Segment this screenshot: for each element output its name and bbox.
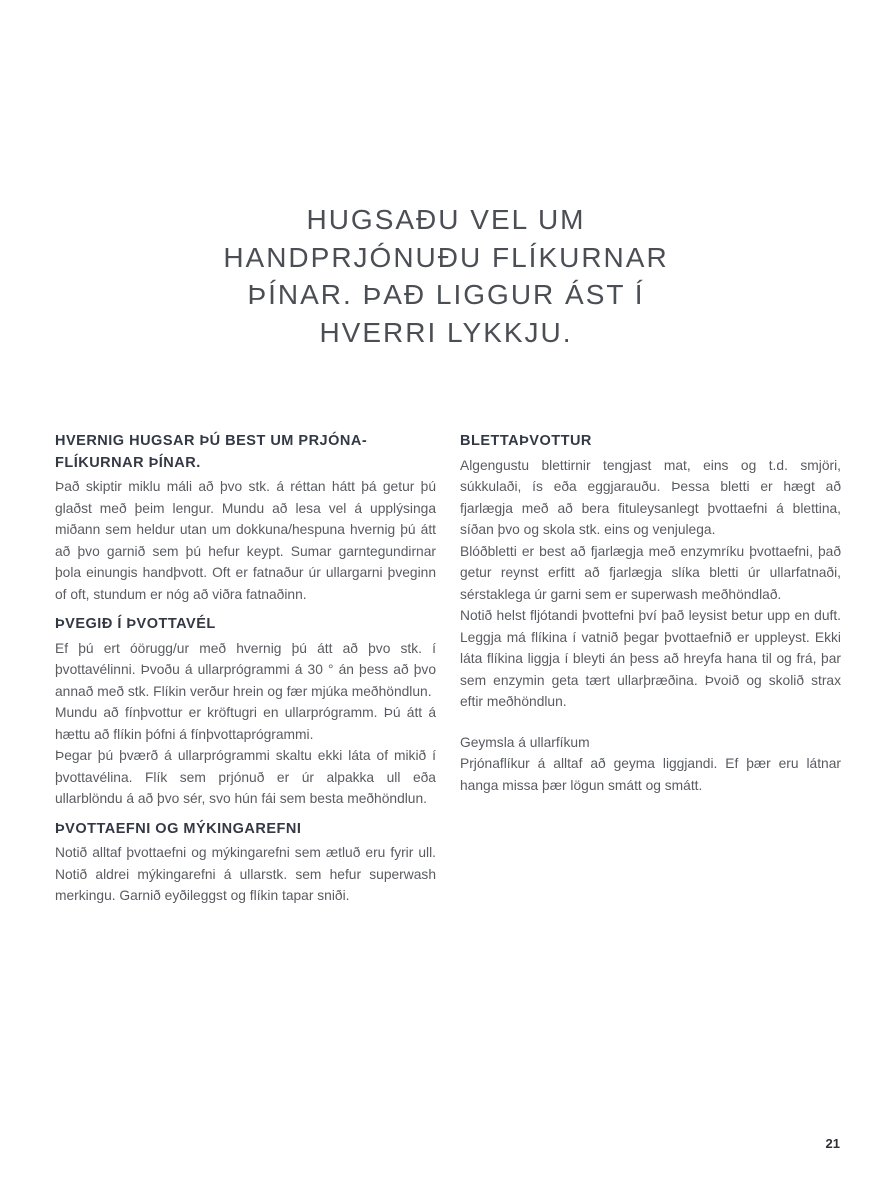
section-heading xyxy=(55,614,436,636)
section-heading-line: BLETTAÞVOTTUR xyxy=(460,433,592,449)
page-title-line: HUGSAÐU VEL UM xyxy=(306,204,586,235)
paragraph: Mundu að fínþvottur er kröftugri en ullarprógramm. Þú átt á hættu að flíkin þófni á fínþvottaprógrammi. xyxy=(55,705,436,742)
section-heading-line: HVERNIG HUGSAR ÞÚ BEST UM PRJÓNA- xyxy=(55,433,368,449)
page-title-line: HVERRI LYKKJU. xyxy=(319,316,573,348)
section-machine-wash xyxy=(55,614,436,810)
section-heading-line: ÞVOTTAEFNI OG MÝKINGAREFNI xyxy=(55,820,302,837)
page-title-line: ÞÍNAR. ÞAÐ LIGGUR ÁST Í xyxy=(247,279,645,310)
section-detergent xyxy=(55,819,436,907)
section-heading-line: ÞVEGIÐ Í ÞVOTTAVÉL xyxy=(55,616,216,632)
section-heading xyxy=(55,431,436,474)
paragraph: Það skiptir miklu máli að þvo stk. á réttan hátt þá getur þú glaðst með þeim lengur. Mundu að lesa vel á upplýsinga miðann sem heldur utan um dokkuna/hespuna hvernig þú átt að þvo garnið sem þú hefur keypt. Sumar garntegundirnar þola einungis handþvott. Oft er fatnaður úr ullargarni þveginn of oft, stundum er nóg að viðra fatnaðinn. xyxy=(55,479,436,602)
section-heading-line: FLÍKURNAR ÞÍNAR. xyxy=(55,454,201,471)
paragraph: Notið alltaf þvottaefni og mýkingarefni sem ætluð eru fyrir ull. Notið aldrei mýkingarefni á ullarstk. sem hefur superwash merkingu. Garnið eyðileggst og flíkin tapar sniði. xyxy=(55,845,436,903)
section-stain-wash xyxy=(460,431,841,713)
paragraph: Ef þú ert óörugg/ur með hvernig þú átt að þvo stk. í þvottavélinni. Þvoðu á ullarprógrammi á 30 ° án þess að þvo annað með stk. Flíkin verður hrein og fær mjúka meðhöndlun. xyxy=(55,640,436,699)
section-storage xyxy=(460,732,841,797)
column-left xyxy=(55,431,436,916)
paragraph: Þegar þú þværð á ullarprógrammi skaltu ekki láta of mikið í þvottavélina. Flík sem prjónuð er úr alpakka ull eða ullarblöndu á að þvo sér, svo hún fái sem besta meðhöndlun. xyxy=(55,748,436,806)
section-heading xyxy=(460,431,841,453)
two-column-content xyxy=(55,431,841,916)
page-title-line: HANDPRJÓNUÐU FLÍKURNAR xyxy=(223,241,669,273)
section-heading xyxy=(55,819,436,841)
column-right xyxy=(460,431,841,916)
section-care-basics xyxy=(55,431,436,605)
paragraph: Blóðbletti er best að fjarlægja með enzymríku þvottaefni, það getur reynst erfitt að fjarlægja slíka bletti úr ullarfatnaði, sérstaklega úr garni sem er superwash meðhöndlað. xyxy=(460,543,841,602)
paragraph: Algengustu blettirnir tengjast mat, eins og t.d. smjöri, súkkulaði, ís eða eggjarauðu. Þessa bletti er hægt að fjarlægja með að bera fituleysanlegt þvottaefni á blettina, síðan þvo og skola stk. eins og venjulega. xyxy=(460,457,841,537)
subsection-title: Geymsla á ullarfíkum xyxy=(460,734,590,750)
paragraph: Prjónaflíkur á alltaf að geyma liggjandi. Ef þær eru látnar hanga missa þær lögun smátt og smátt. xyxy=(460,756,841,793)
paragraph: Notið helst fljótandi þvottefni því það leysist betur upp en duft. Leggja má flíkina í vatnið þegar þvottaefnið er uppleyst. Ekki láta flíkina liggja í bleyti án þess að hreyfa hana til og frá, þar sem enzymin geta tært ullarþræðina. Þvoið og skolið strax eftir meðhöndlun. xyxy=(460,608,841,709)
page-title xyxy=(0,0,892,351)
page-number: 21 xyxy=(825,1136,840,1151)
